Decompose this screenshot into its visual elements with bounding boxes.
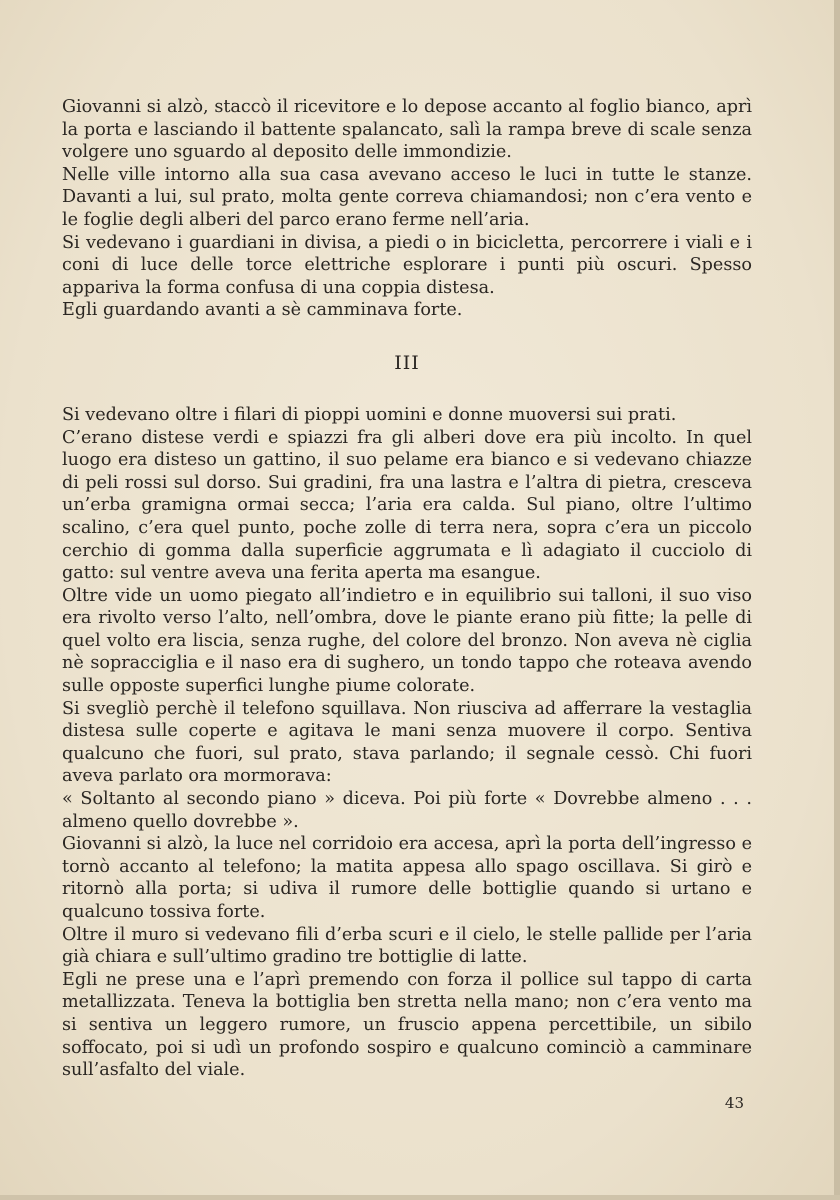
paragraph: Egli ne prese una e l’aprì premendo con forza il pollice sul tappo di carta metallizzata. Teneva la bottiglia ben stretta nella mano; non c’era vento ma si sentiva un leggero rumore, un fruscio appena percettibile, un sibilo soffocato, poi si udì un profondo sospiro e qualcuno cominciò a camminare sull’asfalto del viale. bbox=[62, 969, 752, 1081]
paragraph: Si svegliò perchè il telefono squillava. Non riusciva ad afferrare la vestaglia distesa sulle coperte e agitava le mani senza muovere il corpo. Sentiva qualcuno che fuori, sul prato, stava parlando; il segnale cessò. Chi fuori aveva parlato ora mormorava: bbox=[62, 698, 752, 787]
paragraph: Nelle ville intorno alla sua casa avevano acceso le luci in tutte le stanze. Davanti a lui, sul prato, molta gente correva chiamandosi; non c’era vento e le foglie degli alberi del parco erano ferme nell’aria. bbox=[62, 164, 752, 230]
chapter-heading: III bbox=[394, 351, 420, 374]
paragraph: « Soltanto al secondo piano » diceva. Poi più forte « Dovrebbe almeno . . . almeno quello dovrebbe ». bbox=[62, 789, 752, 832]
body-text bbox=[62, 96, 752, 1082]
paragraph: Si vedevano oltre i filari di pioppi uomini e donne muoversi sui prati. bbox=[62, 404, 677, 425]
page-number: 43 bbox=[724, 1094, 744, 1112]
paragraph: Si vedevano i guardiani in divisa, a piedi o in bicicletta, percorrere i viali e i coni di luce delle torce elettriche esplorare i punti più oscuri. Spesso appariva la forma confusa di una coppia distesa. bbox=[62, 232, 752, 298]
page-edge-bottom bbox=[0, 1195, 840, 1200]
page-edge-right bbox=[834, 0, 840, 1200]
paragraph: Giovanni si alzò, la luce nel corridoio era accesa, aprì la porta dell’ingresso e tornò accanto al telefono; la matita appesa allo spago oscillava. Si girò e ritornò alla porta; si udiva il rumore delle bottiglie quando si urtano e qualcuno tossiva forte. bbox=[62, 834, 752, 922]
paragraph: Giovanni si alzò, staccò il ricevitore e lo depose accanto al foglio bianco, aprì la porta e lasciando il battente spalancato, salì la rampa breve di scale senza volgere uno sguardo al deposito delle immondizie. bbox=[62, 97, 752, 163]
paragraph: Egli guardando avanti a sè camminava forte. bbox=[62, 300, 463, 321]
paragraph: Oltre vide un uomo piegato all’indietro e in equilibrio sui talloni, il suo viso era rivolto verso l’alto, nell’ombra, dove le piante erano più fitte; la pelle di quel volto era liscia, senza rughe, del colore del bronzo. Non aveva nè ciglia nè sopracciglia e il naso era di sughero, un tondo tappo che roteava avendo sulle opposte superfici lunghe piume colorate. bbox=[62, 585, 752, 697]
paragraph: Oltre il muro si vedevano fili d’erba scuri e il cielo, le stelle pallide per l’aria già chiara e sull’ultimo gradino tre bottiglie di latte. bbox=[62, 924, 752, 968]
paragraph: C’erano distese verdi e spiazzi fra gli alberi dove era più incolto. In quel luogo era disteso un gattino, il suo pelame era bianco e si vedevano chiazze di peli rossi sul dorso. Sui gradini, fra una lastra e l’altra di pietra, cresceva un’erba gramigna ormai secca; l’aria era calda. Sul piano, oltre l’ultimo scalino, c’era quel punto, poche zolle di terra nera, sopra c’era un piccolo cerchio di gomma dalla superficie aggrumata e lì adagiato il cucciolo di gatto: sul ventre aveva una ferita aperta ma esangue. bbox=[62, 427, 752, 584]
